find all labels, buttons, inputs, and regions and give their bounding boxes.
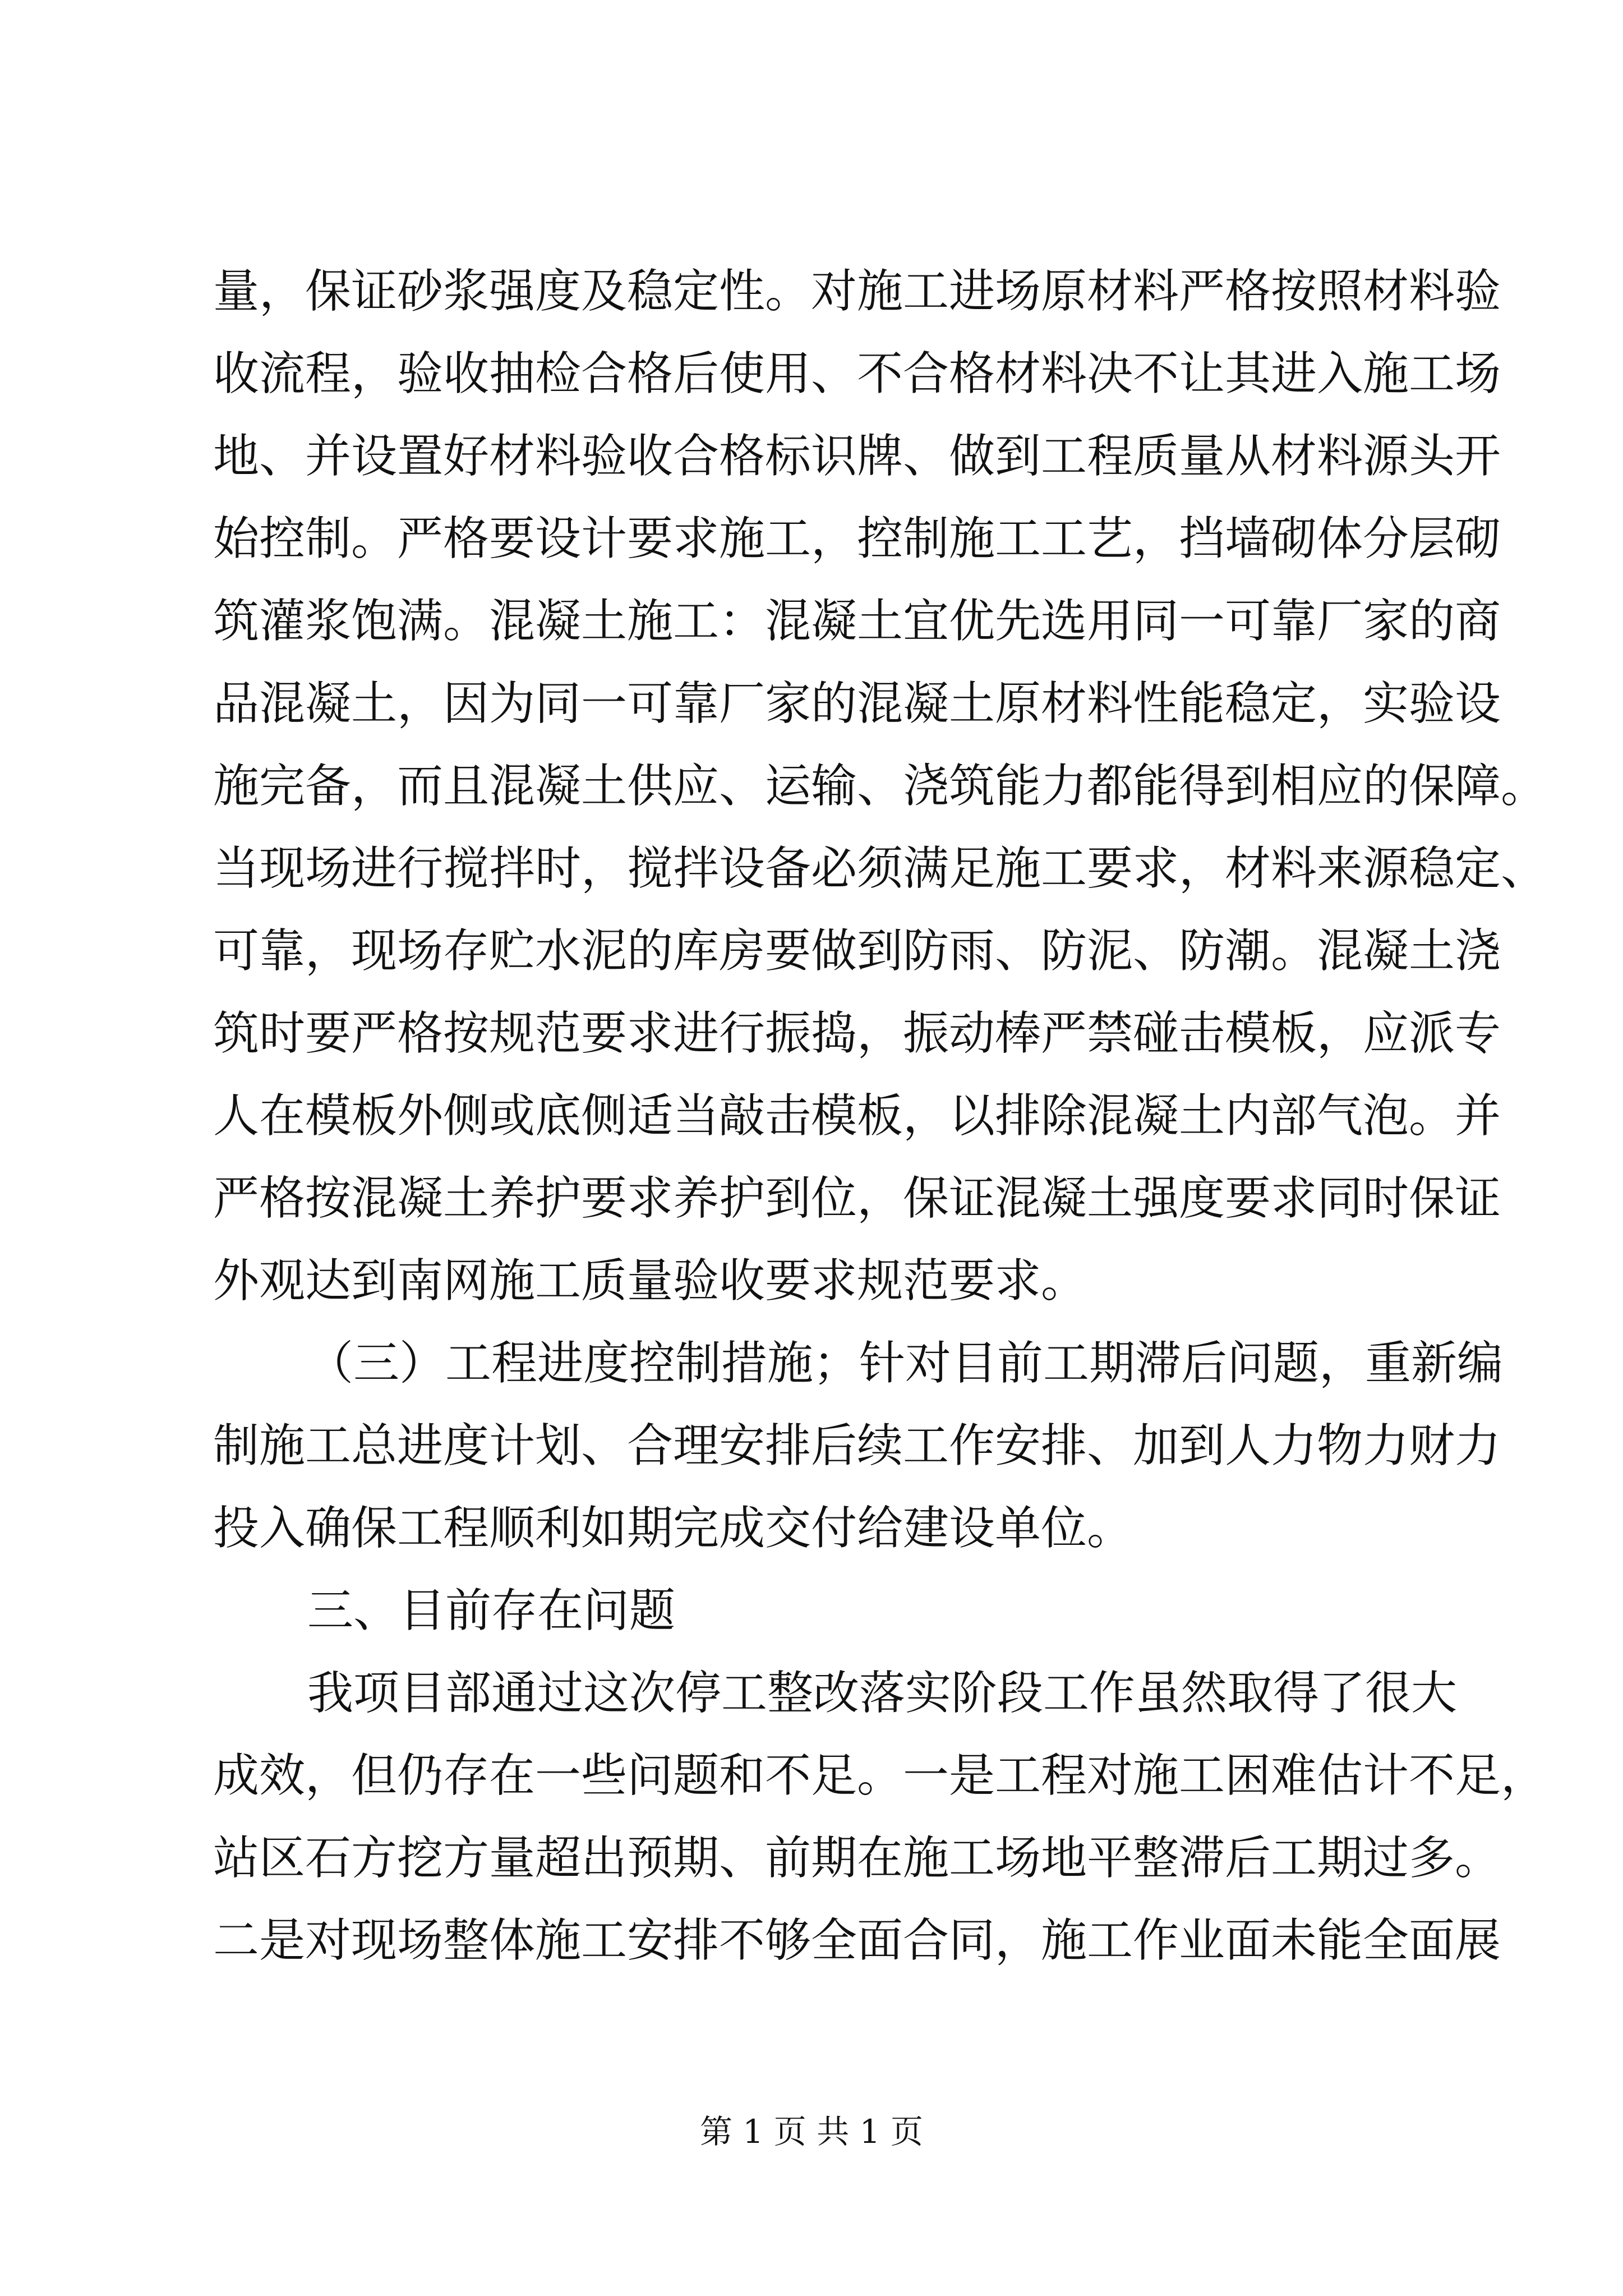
text-line: 严格按混凝土养护要求养护到位，保证混凝土强度要求同时保证 bbox=[213, 1172, 1501, 1225]
page-number-footer: 第 1 页 共 1 页 bbox=[700, 2113, 923, 2151]
text-line: 成效，但仍存在一些问题和不足。一是工程对施工困难估计不足， bbox=[213, 1749, 1547, 1802]
text-line: 筑时要严格按规范要求进行振捣，振动棒严禁碰击模板，应派专 bbox=[213, 1007, 1501, 1060]
text-line: 量，保证砂浆强度及稳定性。对施工进场原材料严格按照材料验 bbox=[213, 265, 1501, 318]
text-line: 品混凝土，因为同一可靠厂家的混凝土原材料性能稳定，实验设 bbox=[213, 677, 1501, 730]
text-line: 外观达到南网施工质量验收要求规范要求。 bbox=[213, 1254, 1087, 1308]
text-line: 投入确保工程顺利如期完成交付给建设单位。 bbox=[213, 1502, 1133, 1555]
text-line: 施完备，而且混凝土供应、运输、浇筑能力都能得到相应的保障。 bbox=[213, 760, 1547, 813]
text-line: （三）工程进度控制措施；针对目前工期滞后问题，重新编 bbox=[307, 1337, 1504, 1390]
text-line: 收流程，验收抽检合格后使用、不合格材料决不让其进入施工场 bbox=[213, 347, 1501, 401]
text-line: 人在模板外侧或底侧适当敲击模板，以排除混凝土内部气泡。并 bbox=[213, 1089, 1501, 1143]
text-line: 可靠，现场存贮水泥的库房要做到防雨、防泥、防潮。混凝土浇 bbox=[213, 924, 1501, 978]
text-line: 始控制。严格要设计要求施工，控制施工工艺，挡墙砌体分层砌 bbox=[213, 512, 1501, 565]
text-line: 地、并设置好材料验收合格标识牌、做到工程质量从材料源头开 bbox=[213, 430, 1501, 483]
text-line: 筑灌浆饱满。混凝土施工：混凝土宜优先选用同一可靠厂家的商 bbox=[213, 595, 1501, 648]
text-line: 当现场进行搅拌时，搅拌设备必须满足施工要求，材料来源稳定、 bbox=[213, 842, 1547, 895]
text-line: 制施工总进度计划、合理安排后续工作安排、加到人力物力财力 bbox=[213, 1419, 1501, 1473]
text-line: 二是对现场整体施工安排不够全面合同，施工作业面未能全面展 bbox=[213, 1914, 1501, 1967]
text-line: 我项目部通过这次停工整改落实阶段工作虽然取得了很大 bbox=[307, 1667, 1458, 1720]
section-heading: 三、目前存在问题 bbox=[307, 1584, 676, 1637]
text-line: 站区石方挖方量超出预期、前期在施工场地平整滞后工期过多。 bbox=[213, 1832, 1501, 1885]
